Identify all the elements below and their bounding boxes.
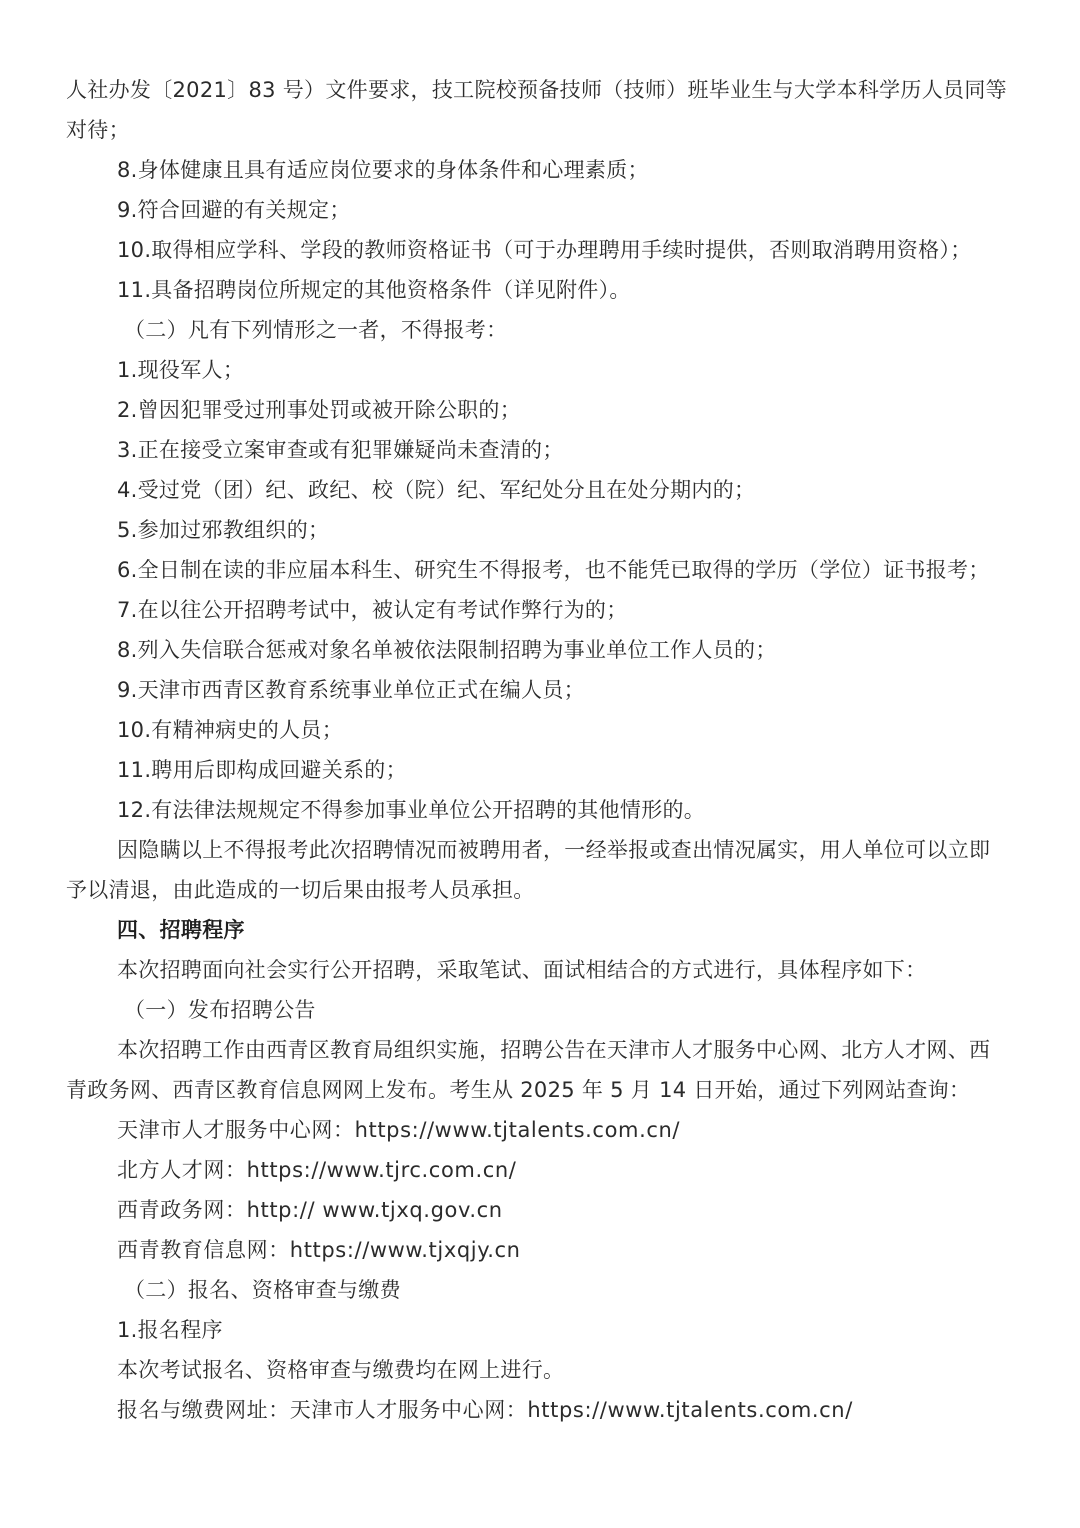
list-item: 9.天津市西青区教育系统事业单位正式在编人员； [117, 678, 585, 702]
list-item: 7.在以往公开招聘考试中，被认定有考试作弊行为的； [117, 598, 628, 622]
paragraph-line-continuation: 予以清退，由此造成的一切后果由报考人员承担。 [66, 878, 535, 902]
list-item: 3.正在接受立案审查或有犯罪嫌疑尚未查清的； [117, 438, 564, 462]
document-page [66, 70, 1016, 1430]
list-item: 12.有法律法规规定不得参加事业单位公开招聘的其他情形的。 [117, 798, 706, 822]
subsection-title-exclusions: （二）凡有下列情形之一者，不得报考： [124, 318, 508, 342]
subsection-item-registration-procedure: 1.报名程序 [117, 1318, 223, 1342]
subsection-title-publish-notice: （一）发布招聘公告 [124, 998, 316, 1022]
website-line-registration: 报名与缴费网址：天津市人才服务中心网：https://www.tjtalents.com.cn/ [117, 1398, 853, 1422]
list-item-other-conditions: 11.具备招聘岗位所规定的其他资格条件（详见附件）。 [117, 278, 631, 302]
paragraph-line-continuation: 青政务网、西青区教育信息网网上发布。考生从 2025 年 5 月 14 日开始，通过下列网站查询： [66, 1078, 971, 1102]
website-line-tjtalents: 天津市人才服务中心网：https://www.tjtalents.com.cn/ [117, 1118, 681, 1142]
website-line-tjxq: 西青政务网：http:// www.tjxq.gov.cn [117, 1198, 503, 1222]
list-item: 10.有精神病史的人员； [117, 718, 343, 742]
list-item-teacher-certificate: 10.取得相应学科、学段的教师资格证书（可于办理聘用手续时提供，否则取消聘用资格）； [117, 238, 972, 262]
list-item: 4.受过党（团）纪、政纪、校（院）纪、军纪处分且在处分期内的； [117, 478, 756, 502]
list-item: 5.参加过邪教组织的； [117, 518, 330, 542]
list-item: 8.列入失信联合惩戒对象名单被依法限制招聘为事业单位工作人员的； [117, 638, 777, 662]
website-line-tjxqjy: 西青教育信息网：https://www.tjxqjy.cn [117, 1238, 521, 1262]
paragraph-line-continuation: 对待； [66, 118, 130, 142]
paragraph-line-continuation: 人社办发〔2021〕83 号）文件要求，技工院校预备技师（技师）班毕业生与大学本科学历人员同等 [66, 78, 1007, 102]
list-item: 2.曾因犯罪受过刑事处罚或被开除公职的； [117, 398, 522, 422]
paragraph-line: 因隐瞒以上不得报考此次招聘情况而被聘用者，一经举报或查出情况属实，用人单位可以立即 [117, 838, 991, 862]
paragraph-line: 本次招聘工作由西青区教育局组织实施，招聘公告在天津市人才服务中心网、北方人才网、西 [117, 1038, 991, 1062]
list-item: 1.现役军人； [117, 358, 245, 382]
list-item: 11.聘用后即构成回避关系的； [117, 758, 407, 782]
paragraph-line: 本次招聘面向社会实行公开招聘，采取笔试、面试相结合的方式进行，具体程序如下： [117, 958, 927, 982]
list-item-health: 8.身体健康且具有适应岗位要求的身体条件和心理素质； [117, 158, 649, 182]
section-heading-recruitment-procedure: 四、招聘程序 [117, 918, 245, 942]
paragraph-line: 本次考试报名、资格审查与缴费均在网上进行。 [117, 1358, 565, 1382]
website-line-tjrc: 北方人才网：https://www.tjrc.com.cn/ [117, 1158, 517, 1182]
list-item-avoidance: 9.符合回避的有关规定； [117, 198, 351, 222]
list-item: 6.全日制在读的非应届本科生、研究生不得报考，也不能凭已取得的学历（学位）证书报考； [117, 558, 990, 582]
subsection-title-registration: （二）报名、资格审查与缴费 [124, 1278, 401, 1302]
